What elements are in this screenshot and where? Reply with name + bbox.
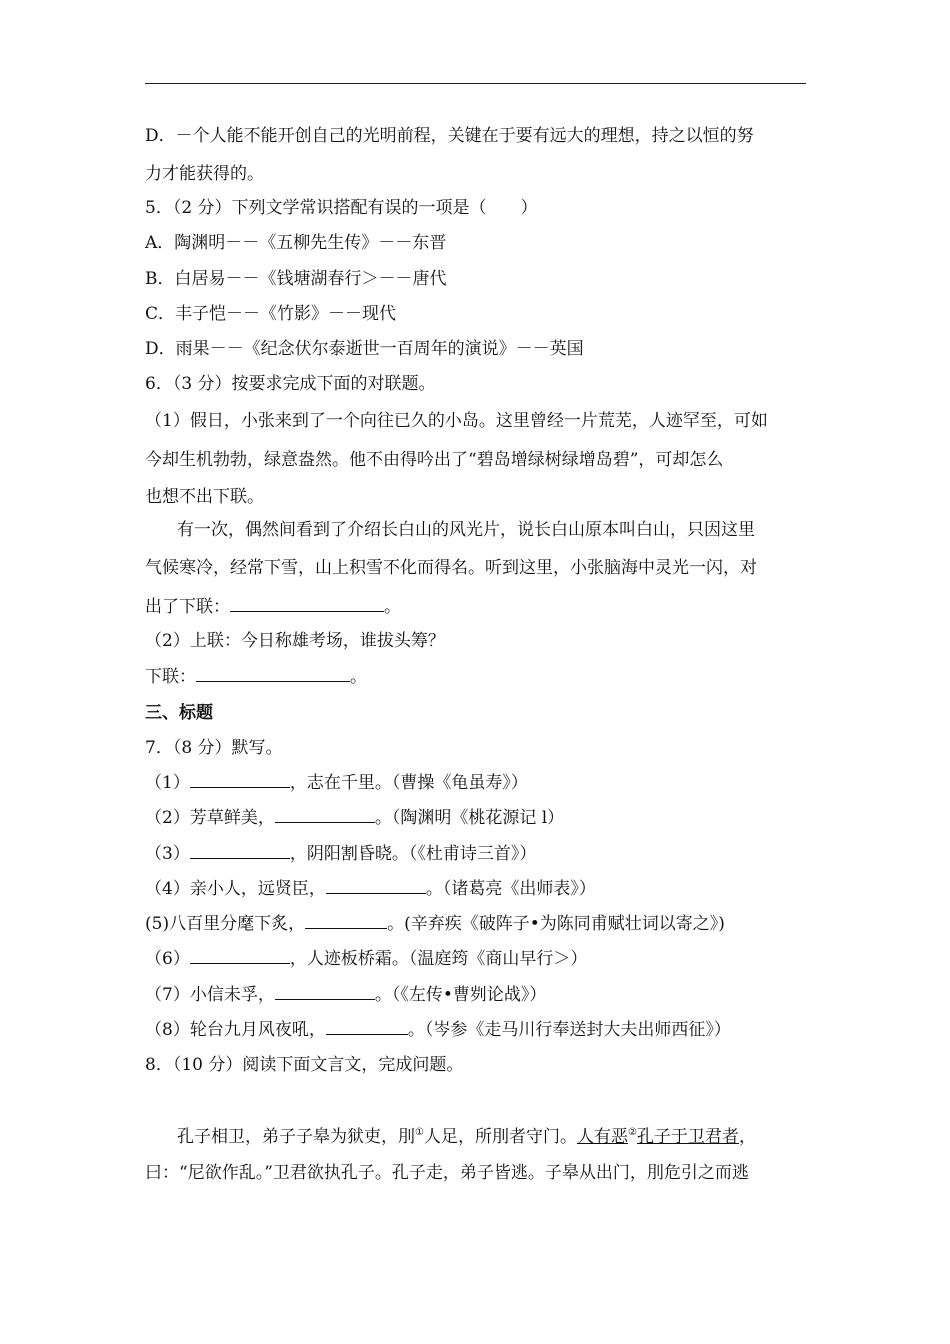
- underlined-phrase-1: 人有恶: [576, 1127, 628, 1147]
- q7-item-2: （2）芳草鲜美， 。（陶渊明《桃花源记 l）: [145, 808, 565, 828]
- q6-part1-line3: 也想不出下联。: [145, 487, 264, 507]
- underlined-phrase-2: 孔子于卫君者: [636, 1127, 739, 1147]
- q7-blank-7[interactable]: [275, 983, 375, 1000]
- q6-part1-para2-line1: 有一次，偶然间看到了介绍长白山的风光片，说长白山原本叫白山，只因这里: [177, 520, 755, 540]
- q6-part1-line2: 今却生机勃勃，绿意盎然。他不由得吟出了“碧岛增绿树绿增岛碧”，可却怎么: [145, 450, 724, 470]
- q4-option-d-line2: 力才能获得的。: [145, 164, 264, 184]
- q7-blank-3[interactable]: [190, 842, 290, 859]
- q7-blank-2[interactable]: [275, 806, 375, 823]
- q6-part2-answer-end: 。: [350, 667, 367, 687]
- header-rule: [145, 83, 806, 84]
- q7-blank-6[interactable]: [190, 947, 290, 964]
- footnote-marker-2: ②: [627, 1127, 637, 1138]
- q7-item-5: (5)八百里分麾下炙， 。(辛弃疾《破阵子•为陈同甫赋壮词以寄之》): [145, 914, 725, 934]
- q6-answer-end: 。: [384, 597, 401, 617]
- q7-blank-8[interactable]: [326, 1018, 408, 1035]
- q7-stem: 7．（8 分）默写。: [145, 738, 283, 758]
- q6-part1-line1: （1）假日，小张来到了一个向往已久的小岛。这里曾经一片荒芜，人迹罕至，可如: [145, 411, 768, 431]
- q6-part2-answer-label: 下联：: [145, 667, 196, 687]
- q5-stem: 5．（2 分）下列文学常识搭配有误的一项是（ ）: [145, 198, 538, 218]
- q7-item-3: （3） ，阴阳割昏晓。（《杜甫诗三首》）: [145, 844, 537, 864]
- q7-item-6: （6） ，人迹板桥霜。（温庭筠《商山早行＞）: [145, 949, 588, 969]
- q7-blank-5[interactable]: [305, 912, 387, 929]
- q8-passage-line2: 曰：“尼欲作乱。”卫君欲执孔子。孔子走，弟子皆逃。子皋从出门，刖危引之而逃: [145, 1163, 749, 1183]
- q7-item-1: （1） ，志在千里。（曹操《龟虽寿》）: [145, 773, 528, 793]
- q7-blank-1[interactable]: [190, 771, 290, 788]
- q6-part1-para2-line2: 气候寒冷，经常下雪，山上积雪不化而得名。听到这里，小张脑海中灵光一闪，对: [145, 558, 757, 578]
- q6-stem: 6．（3 分）按要求完成下面的对联题。: [145, 374, 436, 394]
- q7-item-7: （7）小信未孚， 。（《左传•曹刿论战》）: [145, 985, 547, 1005]
- q7-item-4: （4）亲小人，远贤臣， 。（诸葛亮《出师表》）: [145, 879, 596, 899]
- q5-option-b: B．白居易－－《钱塘湖春行＞－－唐代: [145, 269, 447, 289]
- q5-option-a: A．陶渊明－－《五柳先生传》－－东晋: [145, 233, 447, 253]
- q6-part2-stem: （2）上联：今日称雄考场，谁拔头筹？: [145, 631, 445, 651]
- q8-passage-line1: 孔子相卫，弟子子皋为狱吏，刖①人足，所刖者守门。人有恶②孔子于卫君者，: [177, 1127, 756, 1147]
- q6-answer-blank-2[interactable]: [196, 665, 350, 682]
- q5-option-d: D．雨果－－《纪念伏尔泰逝世一百周年的演说》－－英国: [145, 339, 584, 359]
- q6-answer-blank-1[interactable]: [230, 595, 384, 612]
- q6-part2-answer-line: [145, 665, 367, 688]
- q6-part1-answer-line: [145, 595, 401, 618]
- q7-blank-4[interactable]: [326, 877, 426, 894]
- q7-item-8: （8）轮台九月风夜吼， 。（岑参《走马川行奉送封大夫出师西征》）: [145, 1020, 731, 1040]
- q6-answer-label: 出了下联：: [145, 597, 230, 617]
- q4-option-d-line1: D．－个人能不能开创自己的光明前程，关键在于要有远大的理想，持之以恒的努: [145, 126, 754, 146]
- q5-option-c: C．丰子恺－－《竹影》－－现代: [145, 304, 397, 324]
- section-3-heading: 三、标题: [145, 703, 213, 723]
- q8-stem: 8．（10 分）阅读下面文言文，完成问题。: [145, 1055, 464, 1075]
- footnote-marker-1: ①: [415, 1127, 424, 1138]
